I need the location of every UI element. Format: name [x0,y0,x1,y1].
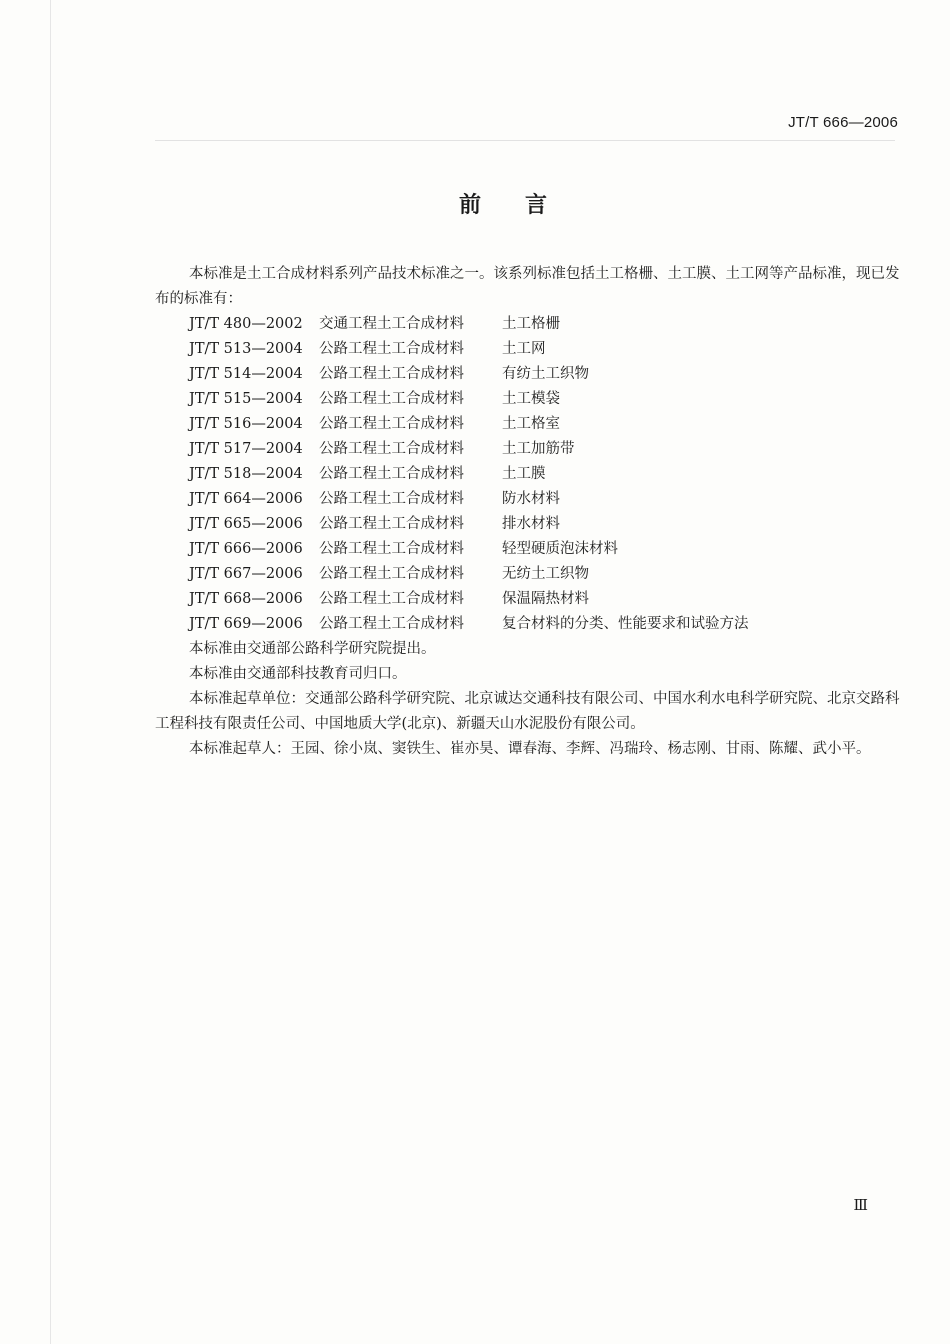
header-divider [155,140,895,141]
standard-category: 公路工程土工合成材料 [319,616,464,632]
page-title: 前言 [458,193,591,218]
standard-category: 公路工程土工合成材料 [319,491,464,507]
standard-item [155,537,900,562]
standard-item [155,562,900,587]
standard-item [155,337,900,362]
managed-by-paragraph: 本标准由交通部科技教育司归口。 [189,666,407,682]
standard-name: 排水材料 [502,516,560,532]
standard-item [155,512,900,537]
standard-name: 土工格室 [502,416,560,432]
standard-category: 公路工程土工合成材料 [319,341,464,357]
standard-code: JT/T 667—2006 [189,566,303,582]
standard-code: JT/T 518—2004 [189,466,303,482]
standard-code: JT/T 666—2006 [189,541,303,557]
standards-list [155,312,900,637]
drafting-units-paragraph: 本标准起草单位：交通部公路科学研究院、北京诚达交通科技有限公司、中国水利水电科学研究院、北京交路科工程科技有限责任公司、中国地质大学(北京)、新疆天山水泥股份有限公司。 [155,691,900,732]
standard-code-header: JT/T 666—2006 [788,114,898,131]
standard-category: 公路工程土工合成材料 [319,541,464,557]
standard-category: 公路工程土工合成材料 [319,566,464,582]
standard-name: 有纺土工织物 [502,366,589,382]
standard-name: 保温隔热材料 [502,591,589,607]
standard-item [155,437,900,462]
standard-name: 土工网 [502,341,546,357]
standard-category: 公路工程土工合成材料 [319,516,464,532]
standard-code: JT/T 664—2006 [189,491,303,507]
page-number: Ⅲ [853,1196,868,1214]
standard-name: 轻型硬质泡沫材料 [502,541,618,557]
standard-name: 复合材料的分类、性能要求和试验方法 [502,616,749,632]
standard-code: JT/T 480—2002 [189,316,303,332]
standard-item [155,312,900,337]
standard-category: 公路工程土工合成材料 [319,591,464,607]
standard-item [155,487,900,512]
standard-category: 公路工程土工合成材料 [319,416,464,432]
standard-name: 防水材料 [502,491,560,507]
standard-code: JT/T 669—2006 [189,616,303,632]
standard-item [155,412,900,437]
standard-code: JT/T 514—2004 [189,366,303,382]
drafters-paragraph: 本标准起草人：王园、徐小岚、窦铁生、崔亦昊、谭春海、李辉、冯瑞玲、杨志刚、甘雨、陈耀、武小平。 [189,741,871,757]
standard-category: 交通工程土工合成材料 [319,316,464,332]
standard-code: JT/T 517—2004 [189,441,303,457]
standard-name: 无纺土工织物 [502,566,589,582]
standard-item [155,362,900,387]
standard-code: JT/T 668—2006 [189,591,303,607]
standard-category: 公路工程土工合成材料 [319,441,464,457]
standard-category: 公路工程土工合成材料 [319,366,464,382]
standard-name: 土工加筋带 [502,441,575,457]
standard-item [155,612,900,637]
foreword-content [155,262,900,762]
standard-code: JT/T 513—2004 [189,341,303,357]
standard-category: 公路工程土工合成材料 [319,466,464,482]
standard-code: JT/T 665—2006 [189,516,303,532]
proposed-by-paragraph: 本标准由交通部公路科学研究院提出。 [189,641,436,657]
standard-name: 土工模袋 [502,391,560,407]
standard-item [155,387,900,412]
standard-item [155,462,900,487]
standard-category: 公路工程土工合成材料 [319,391,464,407]
standard-code: JT/T 516—2004 [189,416,303,432]
intro-paragraph: 本标准是土工合成材料系列产品技术标准之一。该系列标准包括土工格栅、土工膜、土工网等产品标准，现已发布的标准有： [155,266,900,307]
standard-name: 土工格栅 [502,316,560,332]
standard-name: 土工膜 [502,466,546,482]
standard-code: JT/T 515—2004 [189,391,303,407]
standard-item [155,587,900,612]
